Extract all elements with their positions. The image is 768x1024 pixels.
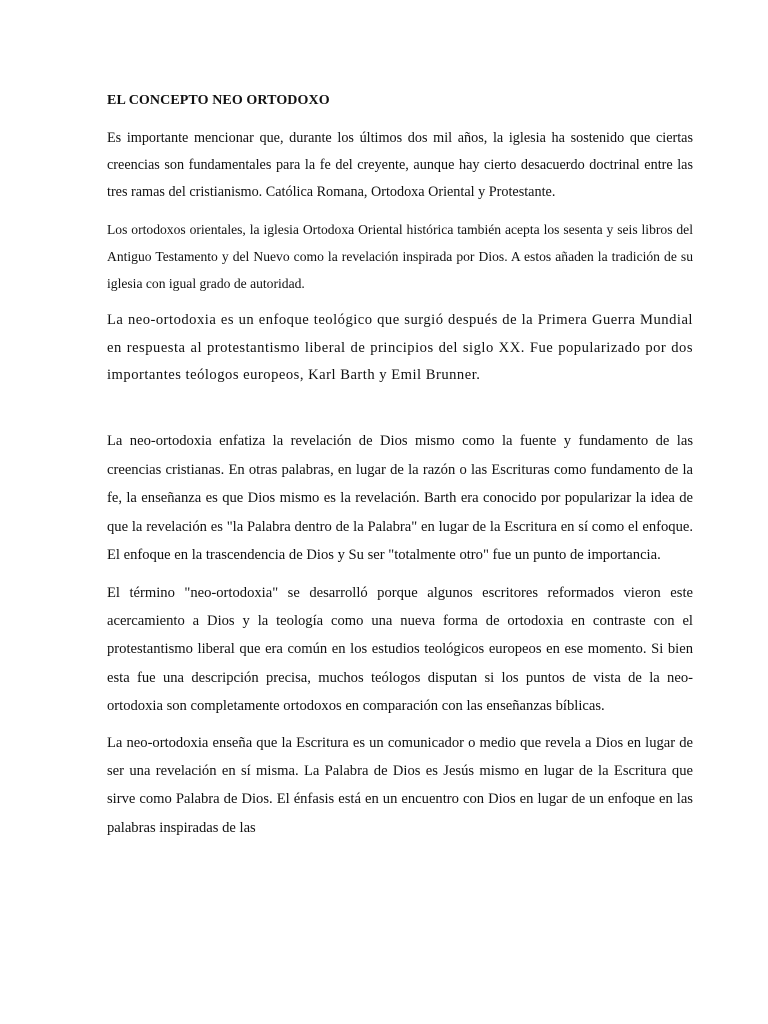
paragraph-3-spacer — [107, 390, 693, 418]
paragraph-2: Los ortodoxos orientales, la iglesia Ortodoxa Oriental histórica también acepta los sesenta y seis libros del Antiguo Testamento y del Nuevo como la revelación inspirada por Dios. A estos añaden la tradición de su iglesia con igual grado de autoridad. — [107, 222, 693, 291]
paragraph-1: Es importante mencionar que, durante los últimos dos mil años, la iglesia ha sostenido que ciertas creencias son fundamentales para la fe del creyente, aunque hay cierto desacuerdo doctrinal entre las tres ramas del cristianismo. Católica Romana, Ortodoxa Oriental y Protestante. — [107, 130, 693, 200]
document-body — [107, 92, 693, 842]
paragraph-6: La neo-ortodoxia enseña que la Escritura es un comunicador o medio que revela a Dios en lugar de ser una revelación en sí misma. La Palabra de Dios es Jesús mismo en lugar de la Escritura que sirve como Palabra de Dios. El énfasis está en un encuentro con Dios en lugar de un enfoque en las palabras inspiradas de las — [107, 734, 693, 836]
paragraph-3-block — [107, 307, 693, 417]
paragraph-4: La neo-ortodoxia enfatiza la revelación de Dios mismo como la fuente y fundamento de las creencias cristianas. En otras palabras, en lugar de la razón o las Escrituras como fundamento de la fe, la enseñanza es que Dios mismo es la revelación. Barth era conocido por popularizar la idea de que la revelación es "la Palabra dentro de la Palabra" en lugar de la Escritura en sí como el enfoque. El enfoque en la trascendencia de Dios y Su ser "totalmente otro" fue un punto de importancia. — [107, 433, 693, 564]
paragraph-5: El término "neo-ortodoxia" se desarrolló porque algunos escritores reformados vieron este acercamiento a Dios y la teología como una nueva forma de ortodoxia en contraste con el protestantismo liberal que era común en los estudios teológicos europeos en ese momento. Si bien esta fue una descripción precisa, muchos teólogos disputan si los puntos de vista de la neo-ortodoxia son completamente ortodoxos en comparación con las enseñanzas bíblicas. — [107, 584, 693, 714]
document-title: EL CONCEPTO NEO ORTODOXO — [107, 93, 330, 108]
paragraph-3: La neo-ortodoxia es un enfoque teológico que surgió después de la Primera Guerra Mundial en respuesta al protestantismo liberal de principios del siglo XX. Fue popularizado por dos importantes teólogos europeos, Karl Barth y Emil Brunner. — [107, 312, 693, 383]
